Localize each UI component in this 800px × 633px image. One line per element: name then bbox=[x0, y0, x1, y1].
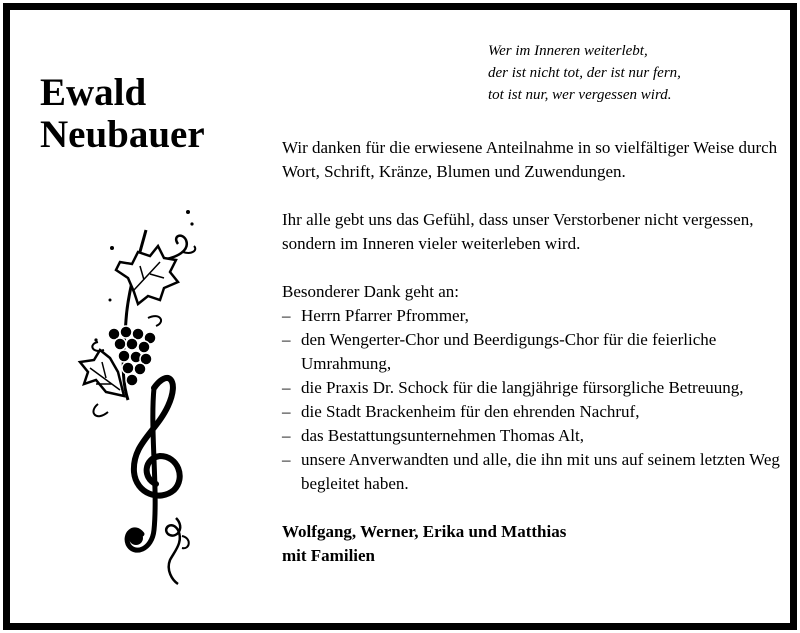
memorial-quote bbox=[488, 40, 778, 106]
grapevine-treble-clef-icon bbox=[68, 200, 208, 595]
list-item bbox=[282, 424, 787, 448]
list-item-text: den Wengerter-Chor und Beerdigungs-Chor für die feierliche Umrahmung, bbox=[301, 330, 717, 373]
obituary-notice bbox=[3, 3, 797, 630]
thanks-paragraph: Wir danken für die erwiesene Anteilnahme in so vielfältiger Weise durch Wort, Schrift, Kränze, Blumen und Zuwendungen. bbox=[282, 138, 778, 181]
quote-line: tot ist nur, wer vergessen wird. bbox=[488, 87, 672, 103]
quote-line: Wer im Inneren weiterlebt, bbox=[488, 43, 648, 59]
list-item bbox=[282, 400, 787, 424]
list-item-text: das Bestattungsunternehmen Thomas Alt, bbox=[301, 426, 584, 445]
list-dash: – bbox=[282, 306, 291, 325]
list-item-text: die Stadt Brackenheim für den ehrenden Nachruf, bbox=[301, 402, 640, 421]
message-body bbox=[282, 136, 787, 568]
list-item-text: unsere Anverwandten und alle, die ihn mit uns auf seinem letzten Weg begleitet haben. bbox=[301, 450, 780, 493]
list-item bbox=[282, 328, 787, 376]
deceased-last-name: Neubauer bbox=[40, 113, 205, 156]
deceased-name bbox=[40, 72, 205, 156]
quote-line: der ist nicht tot, der ist nur fern, bbox=[488, 65, 681, 81]
remembrance-paragraph: Ihr alle gebt uns das Gefühl, dass unser Verstorbener nicht vergessen, sondern im Inneren vieler weiterleben wird. bbox=[282, 210, 754, 253]
thanks-heading: Besonderer Dank geht an: bbox=[282, 282, 460, 301]
list-dash: – bbox=[282, 426, 291, 445]
signature-names: Wolfgang, Werner, Erika und Matthias bbox=[282, 522, 567, 541]
list-item bbox=[282, 448, 787, 496]
list-dash: – bbox=[282, 378, 291, 397]
list-item bbox=[282, 376, 787, 400]
signature-families: mit Familien bbox=[282, 546, 376, 565]
list-dash: – bbox=[282, 402, 291, 421]
thanks-list bbox=[282, 304, 787, 496]
list-item-text: Herrn Pfarrer Pfrommer, bbox=[301, 306, 469, 325]
list-dash: – bbox=[282, 450, 291, 469]
list-item-text: die Praxis Dr. Schock für die langjährige fürsorgliche Betreuung, bbox=[301, 378, 744, 397]
list-item bbox=[282, 304, 787, 328]
list-dash: – bbox=[282, 330, 291, 349]
deceased-first-name: Ewald bbox=[40, 71, 147, 114]
signature bbox=[282, 520, 787, 568]
